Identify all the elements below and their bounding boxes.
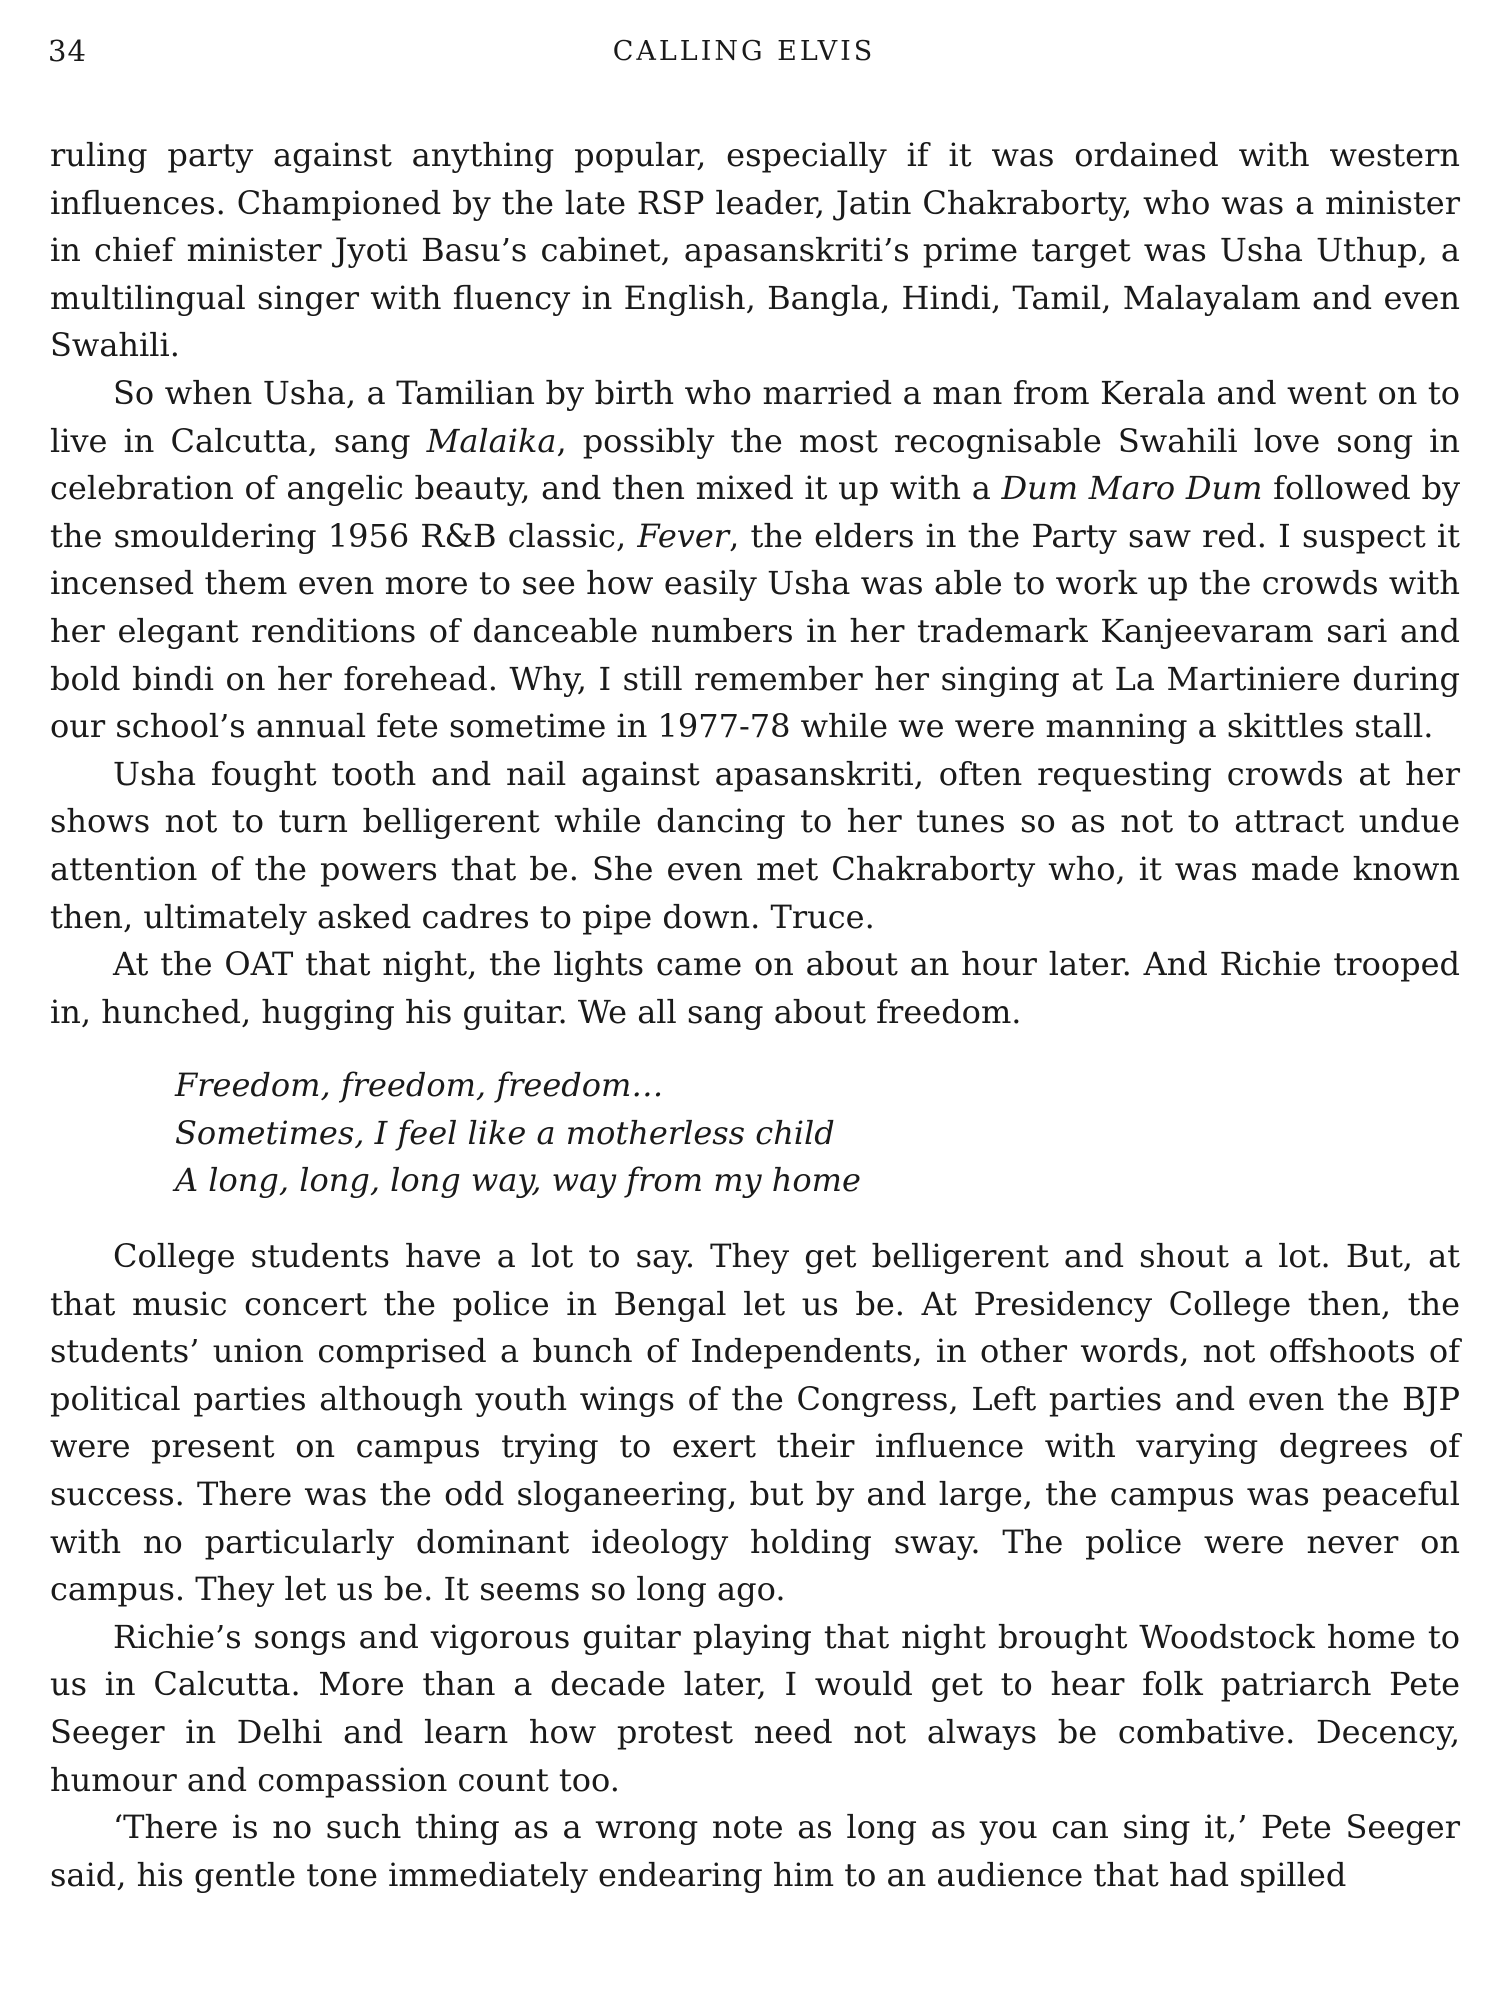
page-number: 34 bbox=[48, 34, 87, 68]
paragraph bbox=[50, 370, 1460, 751]
paragraph bbox=[50, 1233, 1460, 1614]
body-text bbox=[50, 132, 1460, 1899]
verse-line: A long, long, long way, way from my home bbox=[175, 1161, 861, 1200]
verse-quotation bbox=[175, 1062, 1460, 1205]
paragraph-text: , the elders in the Party saw red. I suspect it incensed them even more to see how easily Usha was able to work up the crowds with her elegant renditions of danceable numbers in her trademark Kanjeevaram sari and bold bindi on her forehead. Why, I still remember her singing at La Martiniere during our school’s annual fete sometime in 1977-78 while we were manning a skittles stall. bbox=[50, 516, 1461, 746]
paragraph-text: followed by the smouldering 1956 R&B classic, bbox=[50, 469, 1461, 555]
paragraph bbox=[50, 132, 1460, 370]
verse-line: Sometimes, I feel like a motherless child bbox=[175, 1113, 835, 1152]
italic-title-text: Dum Maro Dum bbox=[1001, 469, 1263, 508]
paragraph-text: , possibly the most recognisable Swahili love song in celebration of angelic beauty, and then mixed it up with a bbox=[50, 421, 1460, 508]
verse-line: Freedom, freedom, freedom… bbox=[175, 1066, 664, 1105]
paragraph-text: At the OAT that night, the lights came on about an hour later. And Richie trooped in, hunched, hugging his guitar. We all sang about freedom. bbox=[50, 945, 1460, 1031]
paragraph-text: ‘There is no such thing as a wrong note as long as you can sing it,’ Pete Seeger said, his gentle tone immediately endearing him to an audience that had spilled bbox=[50, 1808, 1460, 1894]
paragraph bbox=[50, 941, 1460, 1036]
paragraphs-before-verse bbox=[50, 132, 1460, 1036]
italic-title-text: Fever bbox=[637, 516, 730, 555]
paragraph bbox=[50, 1614, 1460, 1804]
italic-title-text: Malaika bbox=[426, 421, 557, 460]
running-title: CALLING ELVIS bbox=[612, 36, 876, 67]
running-head bbox=[48, 34, 1440, 74]
paragraph-text: College students have a lot to say. They get belligerent and shout a lot. But, at that music concert the police in Bengal let us be. At Presidency College then, the students’ union comprised a bunch of Independents, in other words, not offshoots of political parties although youth wings of the Congress, Left parties and even the BJP were present on campus trying to exert their influence with varying degrees of success. There was the odd sloganeering, but by and large, the campus was peaceful with no particularly dominant ideology holding sway. The police were never on campus. They let us be. It seems so long ago. bbox=[50, 1237, 1460, 1609]
paragraph bbox=[50, 751, 1460, 941]
paragraphs-after-verse bbox=[50, 1233, 1460, 1899]
paragraph-text: Richie’s songs and vigorous guitar playing that night brought Woodstock home to us in Calcutta. More than a decade later, I would get to hear folk patriarch Pete Seeger in Delhi and learn how protest need not always be combative. Decency, humour and compassion count too. bbox=[50, 1617, 1460, 1799]
paragraph-text: So when Usha, a Tamilian by birth who married a man from Kerala and went on to live in Calcutta, sang bbox=[50, 373, 1460, 460]
paragraph bbox=[50, 1804, 1460, 1899]
paragraph-text: Usha fought tooth and nail against apasanskriti, often requesting crowds at her shows not to turn belligerent while dancing to her tunes so as not to attract undue attention of the powers that be. She even met Chakraborty who, it was made known then, ultimately asked cadres to pipe down. Truce. bbox=[50, 754, 1460, 936]
paragraph-text: ruling party against anything popular, especially if it was ordained with western influences. Championed by the late RSP leader, Jatin Chakraborty, who was a minister in chief minister Jyoti Basu’s cabinet, apasanskriti’s prime target was Usha Uthup, a multilingual singer with fluency in English, Bangla, Hindi, Tamil, Malayalam and even Swahili. bbox=[50, 136, 1460, 365]
